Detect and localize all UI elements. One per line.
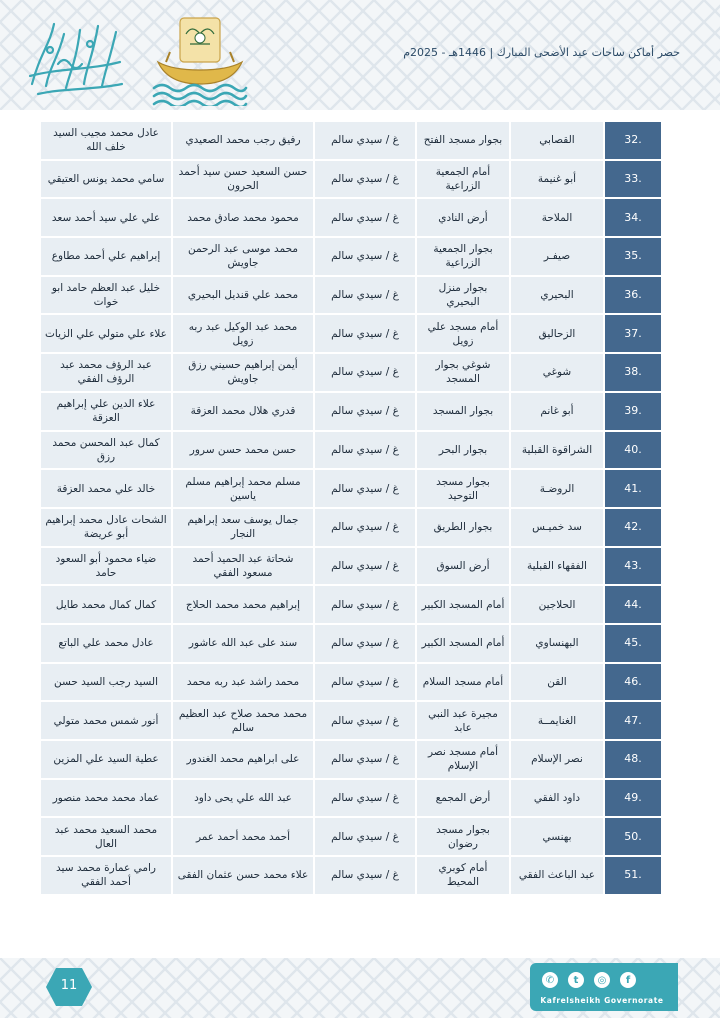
whatsapp-icon[interactable]: ✆ — [540, 970, 560, 990]
region-name-cell: غ / سيدي سالم — [315, 664, 415, 701]
locations-table-wrap — [45, 120, 663, 896]
khatib-name-cell: علي علي سيد أحمد سعد — [41, 199, 171, 236]
region-name-cell: غ / سيدي سالم — [315, 702, 415, 739]
eid-prayer-locations-table — [39, 120, 663, 896]
table-row — [41, 354, 661, 391]
village-name-cell: الفقهاء القبلية — [511, 548, 603, 585]
table-row — [41, 238, 661, 275]
row-number-cell: .50 — [605, 818, 661, 855]
prayer-location-cell: بجوار المسجد — [417, 393, 509, 430]
page-header-title: حصر أماكن ساحات عيد الأضحى المبارك | 1446هـ - 2025م — [403, 46, 680, 59]
imam-name-cell: حسن محمد حسن سرور — [173, 432, 313, 469]
governorate-emblem-logo — [150, 14, 250, 106]
table-row — [41, 664, 661, 701]
village-name-cell: الزحاليق — [511, 315, 603, 352]
prayer-location-cell: أرض المجمع — [417, 780, 509, 817]
region-name-cell: غ / سيدي سالم — [315, 393, 415, 430]
imam-name-cell: أحمد محمد أحمد عمر — [173, 818, 313, 855]
prayer-location-cell: بجوار مسجد رضوان — [417, 818, 509, 855]
imam-name-cell: عبد الله علي يحى داود — [173, 780, 313, 817]
table-row — [41, 470, 661, 507]
prayer-location-cell: أمام المسجد الكبير — [417, 586, 509, 623]
prayer-location-cell: أمام كوبري المحيط — [417, 857, 509, 894]
khatib-name-cell: سامي محمد يونس العتيقي — [41, 161, 171, 198]
region-name-cell: غ / سيدي سالم — [315, 161, 415, 198]
khatib-name-cell: الشحات عادل محمد إبراهيم أبو عريضة — [41, 509, 171, 546]
imam-name-cell: سند على عبد الله عاشور — [173, 625, 313, 662]
khatib-name-cell: عبد الرؤف محمد عبد الرؤف الفقي — [41, 354, 171, 391]
imam-name-cell: إبراهيم محمد محمد الحلاج — [173, 586, 313, 623]
table-body — [41, 122, 661, 894]
row-number-cell: .34 — [605, 199, 661, 236]
prayer-location-cell: أمام الجمعية الزراعية — [417, 161, 509, 198]
village-name-cell: سد خميـس — [511, 509, 603, 546]
imam-name-cell: علاء محمد حسن عثمان الفقى — [173, 857, 313, 894]
region-name-cell: غ / سيدي سالم — [315, 470, 415, 507]
row-number-cell: .41 — [605, 470, 661, 507]
table-row — [41, 625, 661, 662]
village-name-cell: البهنساوي — [511, 625, 603, 662]
region-name-cell: غ / سيدي سالم — [315, 315, 415, 352]
row-number-cell: .44 — [605, 586, 661, 623]
region-name-cell: غ / سيدي سالم — [315, 586, 415, 623]
region-name-cell: غ / سيدي سالم — [315, 122, 415, 159]
region-name-cell: غ / سيدي سالم — [315, 548, 415, 585]
village-name-cell: صيفـر — [511, 238, 603, 275]
prayer-location-cell: أمام مسجد السلام — [417, 664, 509, 701]
row-number-cell: .42 — [605, 509, 661, 546]
village-name-cell: أبو غنيمة — [511, 161, 603, 198]
row-number-cell: .40 — [605, 432, 661, 469]
imam-name-cell: محمد محمد صلاح عبد العظيم سالم — [173, 702, 313, 739]
facebook-icon[interactable]: f — [618, 970, 638, 990]
row-number-cell: .32 — [605, 122, 661, 159]
region-name-cell: غ / سيدي سالم — [315, 625, 415, 662]
prayer-location-cell: بجوار منزل البحيري — [417, 277, 509, 314]
imam-name-cell: محمد عبد الوكيل عبد ربه زويل — [173, 315, 313, 352]
imam-name-cell: محمد علي قنديل البحيري — [173, 277, 313, 314]
khatib-name-cell: عطية السيد علي المزين — [41, 741, 171, 778]
prayer-location-cell: بجوار الطريق — [417, 509, 509, 546]
imam-name-cell: على ابراهيم محمد الغندور — [173, 741, 313, 778]
khatib-name-cell: أنور شمس محمد متولي — [41, 702, 171, 739]
village-name-cell: البحيري — [511, 277, 603, 314]
imam-name-cell: قدري هلال محمد العزقة — [173, 393, 313, 430]
row-number-cell: .37 — [605, 315, 661, 352]
row-number-cell: .39 — [605, 393, 661, 430]
region-name-cell: غ / سيدي سالم — [315, 277, 415, 314]
prayer-location-cell: أمام مسجد علي زويل — [417, 315, 509, 352]
row-number-cell: .45 — [605, 625, 661, 662]
table-row — [41, 702, 661, 739]
khatib-name-cell: السيد رجب السيد حسن — [41, 664, 171, 701]
imam-name-cell: محمد موسى عبد الرحمن جاويش — [173, 238, 313, 275]
village-name-cell: الشراقوة القبلية — [511, 432, 603, 469]
village-name-cell: شوغي — [511, 354, 603, 391]
prayer-location-cell: بجوار البحر — [417, 432, 509, 469]
table-row — [41, 122, 661, 159]
khatib-name-cell: عادل محمد مجيب السيد خلف الله — [41, 122, 171, 159]
region-name-cell: غ / سيدي سالم — [315, 741, 415, 778]
region-name-cell: غ / سيدي سالم — [315, 354, 415, 391]
khatib-name-cell: كمال عبد المحسن محمد رزق — [41, 432, 171, 469]
region-name-cell: غ / سيدي سالم — [315, 199, 415, 236]
village-name-cell: الروضـة — [511, 470, 603, 507]
row-number-cell: .48 — [605, 741, 661, 778]
region-name-cell: غ / سيدي سالم — [315, 780, 415, 817]
village-name-cell: القن — [511, 664, 603, 701]
table-row — [41, 548, 661, 585]
imam-name-cell: أيمن إبراهيم حسيني رزق جاويش — [173, 354, 313, 391]
table-row — [41, 818, 661, 855]
village-name-cell: عبد الباعث الفقي — [511, 857, 603, 894]
page-number: 11 — [60, 978, 78, 993]
village-name-cell: بهنسي — [511, 818, 603, 855]
khatib-name-cell: كمال كمال محمد طايل — [41, 586, 171, 623]
row-number-cell: .43 — [605, 548, 661, 585]
row-number-cell: .36 — [605, 277, 661, 314]
village-name-cell: الغنايمــة — [511, 702, 603, 739]
prayer-location-cell: مجيرة عبد النبي عابد — [417, 702, 509, 739]
imam-name-cell: مسلم محمد إبراهيم مسلم ياسين — [173, 470, 313, 507]
region-name-cell: غ / سيدي سالم — [315, 238, 415, 275]
row-number-cell: .35 — [605, 238, 661, 275]
village-name-cell: أبو غانم — [511, 393, 603, 430]
prayer-location-cell: بجوار مسجد الفتح — [417, 122, 509, 159]
region-name-cell: غ / سيدي سالم — [315, 509, 415, 546]
khatib-name-cell: ضياء محمود أبو السعود حامد — [41, 548, 171, 585]
table-row — [41, 393, 661, 430]
table-row — [41, 432, 661, 469]
table-row — [41, 586, 661, 623]
region-name-cell: غ / سيدي سالم — [315, 432, 415, 469]
khatib-name-cell: رامي عمارة محمد سيد أحمد الفقي — [41, 857, 171, 894]
prayer-location-cell: أرض السوق — [417, 548, 509, 585]
khatib-name-cell: عماد محمد محمد منصور — [41, 780, 171, 817]
table-row — [41, 315, 661, 352]
village-name-cell: الملاحة — [511, 199, 603, 236]
row-number-cell: .49 — [605, 780, 661, 817]
table-row — [41, 161, 661, 198]
table-row — [41, 509, 661, 546]
row-number-cell: .47 — [605, 702, 661, 739]
khatib-name-cell: خليل عبد العظم حامد ابو خوات — [41, 277, 171, 314]
khatib-name-cell: إبراهيم علي أحمد مطاوع — [41, 238, 171, 275]
table-row — [41, 741, 661, 778]
imam-name-cell: محمود محمد صادق محمد — [173, 199, 313, 236]
khatib-name-cell: خالد علي محمد العزقة — [41, 470, 171, 507]
village-name-cell: القصابي — [511, 122, 603, 159]
prayer-location-cell: بجوار الجمعية الزراعية — [417, 238, 509, 275]
prayer-location-cell: شوغي بجوار المسجد — [417, 354, 509, 391]
instagram-icon[interactable]: ◎ — [592, 970, 612, 990]
village-name-cell: داود الفقي — [511, 780, 603, 817]
table-row — [41, 780, 661, 817]
khatib-name-cell: عادل محمد علي الباتع — [41, 625, 171, 662]
prayer-location-cell: أمام مسجد نصر الإسلام — [417, 741, 509, 778]
village-name-cell: الحلاجين — [511, 586, 603, 623]
village-name-cell: نصر الإسلام — [511, 741, 603, 778]
table-row — [41, 199, 661, 236]
prayer-location-cell: أرض النادي — [417, 199, 509, 236]
khatib-name-cell: علاء الدين علي إبراهيم العزقة — [41, 393, 171, 430]
row-number-cell: .33 — [605, 161, 661, 198]
imam-name-cell: رفيق رجب محمد الصعيدي — [173, 122, 313, 159]
region-name-cell: غ / سيدي سالم — [315, 818, 415, 855]
social-icons — [540, 970, 638, 996]
imam-name-cell: جمال يوسف سعد إبراهيم النجار — [173, 509, 313, 546]
row-number-cell: .38 — [605, 354, 661, 391]
row-number-cell: .46 — [605, 664, 661, 701]
table-row — [41, 277, 661, 314]
governorate-brand-text: Kafrelsheikh Governorate — [540, 996, 664, 1005]
imam-name-cell: حسن السعيد حسن سيد أحمد الحرون — [173, 161, 313, 198]
imam-name-cell: شحاتة عبد الحميد أحمد مسعود الفقي — [173, 548, 313, 585]
twitter-icon[interactable]: t — [566, 970, 586, 990]
eid-calligraphy-logo — [20, 14, 130, 100]
prayer-location-cell: بجوار مسجد التوحيد — [417, 470, 509, 507]
khatib-name-cell: محمد السعيد محمد عبد العال — [41, 818, 171, 855]
region-name-cell: غ / سيدي سالم — [315, 857, 415, 894]
imam-name-cell: محمد راشد عبد ربه محمد — [173, 664, 313, 701]
prayer-location-cell: أمام المسجد الكبير — [417, 625, 509, 662]
table-row — [41, 857, 661, 894]
khatib-name-cell: علاء علي متولي علي الزيات — [41, 315, 171, 352]
row-number-cell: .51 — [605, 857, 661, 894]
